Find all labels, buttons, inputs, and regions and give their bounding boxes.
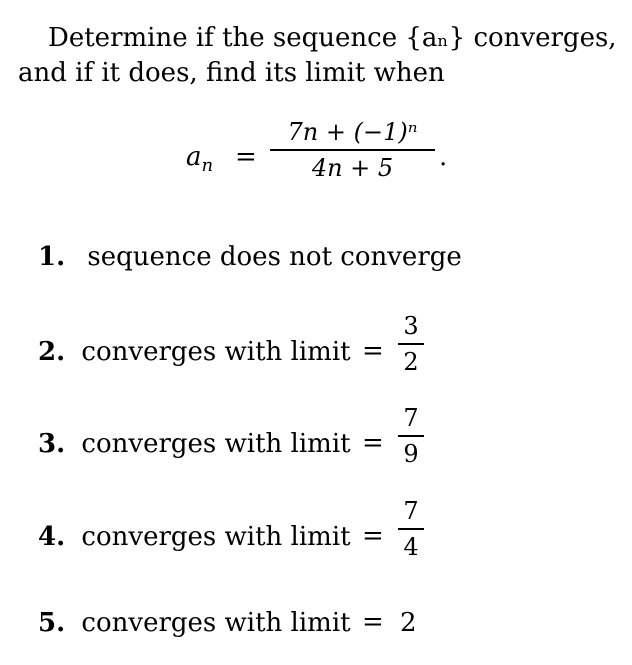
option-number: 2.: [38, 337, 66, 367]
option-text: converges with limit: [81, 337, 351, 367]
fraction-bar: [270, 149, 435, 151]
option-3[interactable]: [38, 428, 351, 460]
fraction-bar: [398, 435, 424, 437]
option-3-fraction: [398, 404, 424, 468]
sequence-term: [186, 142, 213, 176]
option-2-equals: =: [362, 336, 384, 366]
fraction-bar: [398, 528, 424, 530]
formula-fraction: [270, 118, 435, 182]
question-line-1: Determine if the sequence {aₙ} converges,: [48, 23, 617, 53]
option-5-value: 2: [400, 608, 417, 638]
option-3-denominator: 9: [403, 440, 419, 468]
option-number: 3.: [38, 429, 66, 459]
option-5[interactable]: [38, 607, 351, 639]
option-4-equals: =: [362, 521, 384, 551]
option-text: converges with limit: [81, 429, 351, 459]
option-text: converges with limit: [81, 608, 351, 638]
option-4-numerator: 7: [403, 497, 419, 525]
option-5-equals: =: [362, 607, 384, 637]
option-2[interactable]: [38, 336, 351, 368]
option-4-denominator: 4: [403, 533, 419, 561]
option-4-fraction: [398, 497, 424, 561]
option-2-fraction: [398, 312, 424, 376]
option-4[interactable]: [38, 521, 351, 553]
lhs-base: a: [186, 142, 202, 172]
option-number: 1.: [38, 242, 66, 272]
option-3-numerator: 7: [403, 404, 419, 432]
option-number: 5.: [38, 608, 66, 638]
fraction-bar: [398, 343, 424, 345]
option-2-denominator: 2: [403, 348, 419, 376]
option-number: 4.: [38, 522, 66, 552]
formula-equals: =: [235, 142, 257, 172]
formula-period: .: [439, 142, 448, 172]
option-3-equals: =: [362, 428, 384, 458]
formula-numerator: 7n + (−1)ⁿ: [287, 118, 418, 146]
option-text: sequence does not converge: [87, 242, 462, 272]
option-1[interactable]: [38, 241, 462, 273]
question-line-2: and if it does, find its limit when: [18, 58, 445, 88]
lhs-subscript: n: [201, 155, 214, 177]
formula-denominator: 4n + 5: [311, 154, 394, 182]
option-2-numerator: 3: [403, 312, 419, 340]
option-text: converges with limit: [81, 522, 351, 552]
